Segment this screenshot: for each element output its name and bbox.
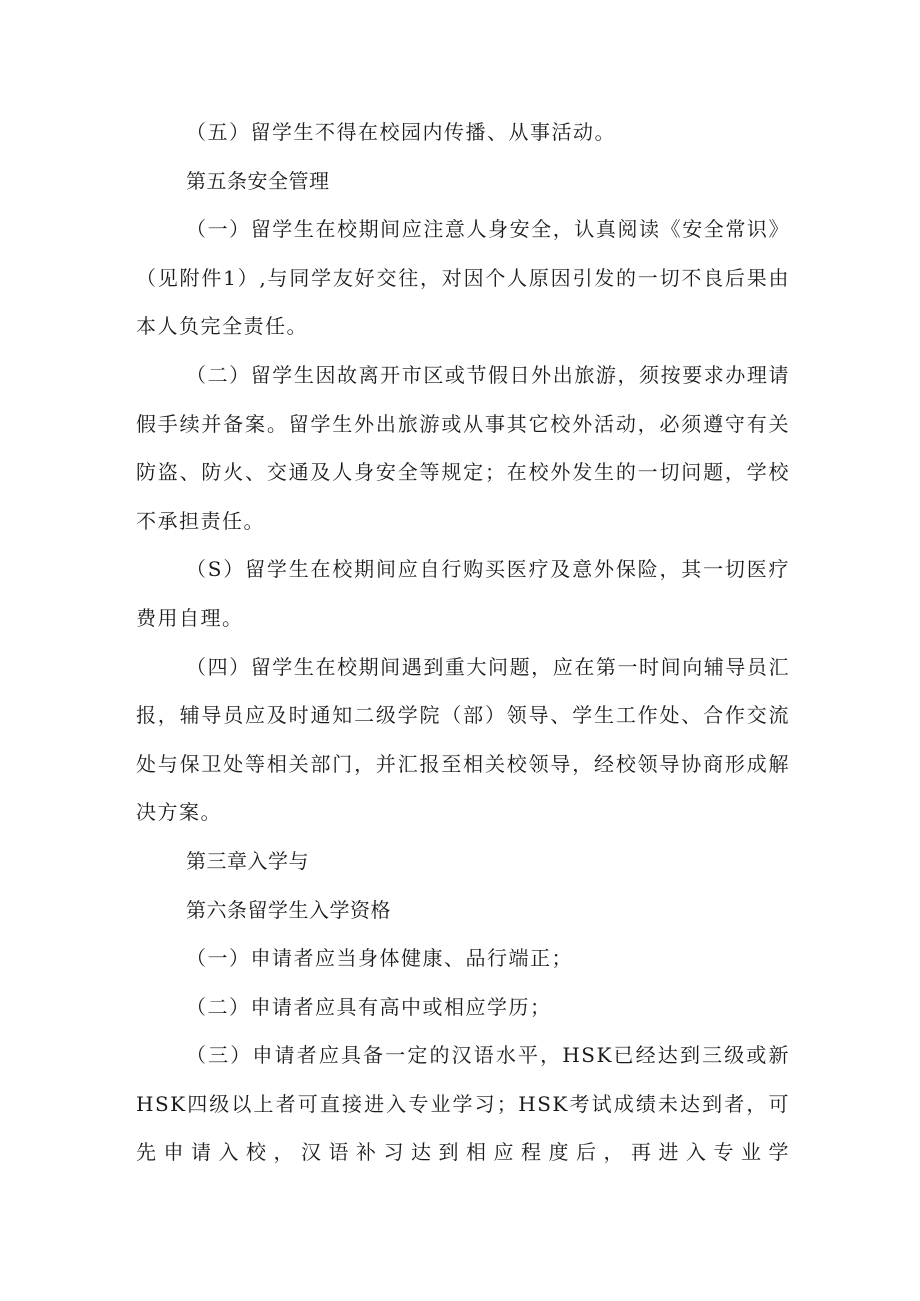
paragraph-safety-3: （S）留学生在校期间应自行购买医疗及意外保险，其一切医疗费用自理。 (136, 557, 790, 630)
article-heading-5: 第五条安全管理 (186, 168, 330, 193)
article-heading-6: 第六条留学生入学资格 (186, 897, 391, 922)
paragraph-safety-1: （一）留学生在校期间应注意人身安全，认真阅读《安全常识》（见附件1）,与同学友好交往，对因个人原因引发的一切不良后果由本人负完全责任。 (136, 217, 790, 339)
paragraph-eligibility-2: （二）申请者应具有高中或相应学历； (186, 994, 552, 1019)
paragraph-eligibility-1: （一）申请者应当身体健康、品行端正； (186, 946, 573, 971)
paragraph-eligibility-3: （三）申请者应具备一定的汉语水平，HSK已经达到三级或新HSK四级以上者可直接进入专业学习；HSK考试成绩未达到者，可先申请入校，汉语补习达到相应程度后，再进入专业学 (136, 1043, 790, 1165)
paragraph-item-5: （五）留学生不得在校园内传播、从事活动。 (186, 120, 616, 144)
paragraph-safety-2: （二）留学生因故离开市区或节假日外出旅游，须按要求办理请假手续并备案。留学生外出旅游或从事其它校外活动，必须遵守有关防盗、防火、交通及人身安全等规定；在校外发生的一切问题，学校不承担责任。 (136, 362, 790, 533)
document-body (136, 108, 790, 1177)
paragraph-safety-4: （四）留学生在校期间遇到重大问题，应在第一时间向辅导员汇报，辅导员应及时通知二级学院（部）领导、学生工作处、合作交流处与保卫处等相关部门，并汇报至相关校领导，经校领导协商形成解决方案。 (136, 654, 790, 825)
chapter-heading-3: 第三章入学与 (186, 848, 309, 873)
